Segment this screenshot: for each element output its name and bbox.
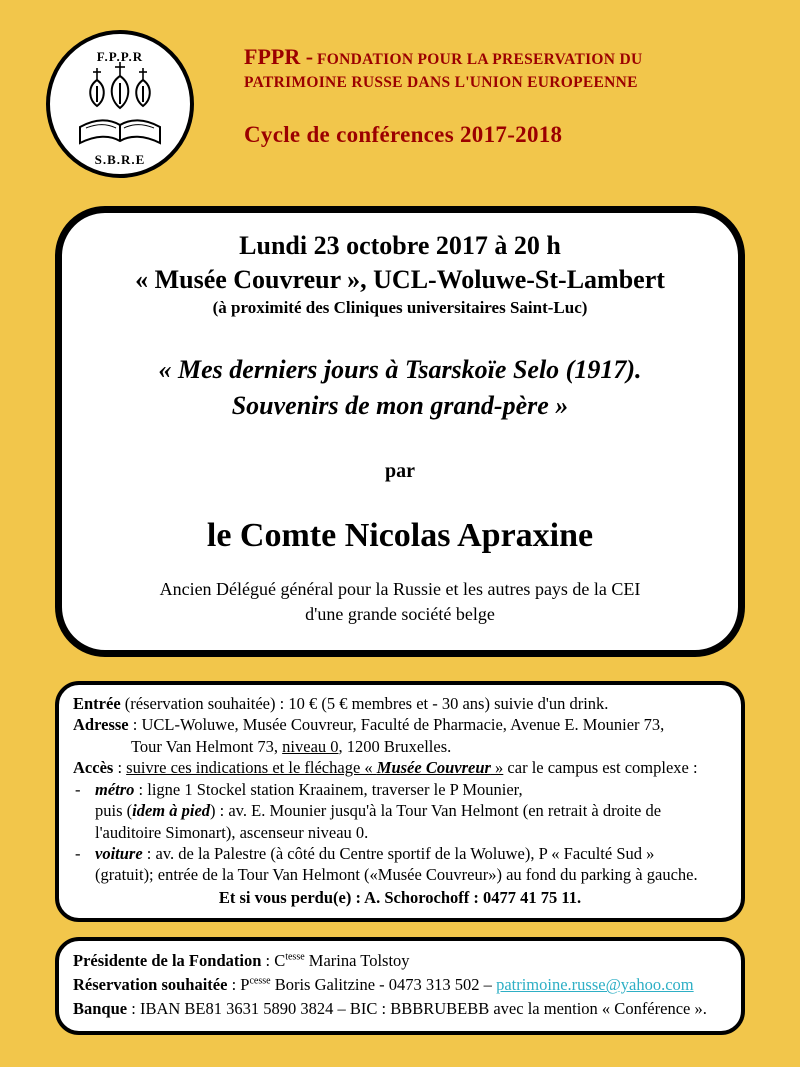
acces-underlined: suivre ces indications et le fléchage « Musée Couvreur » bbox=[126, 758, 504, 778]
reservation-label: Réservation souhaitée bbox=[73, 975, 228, 995]
cycle-title: Cycle de conférences 2017-2018 bbox=[244, 121, 563, 147]
niveau-0-underlined: niveau 0 bbox=[282, 736, 339, 756]
acces-label: Accès bbox=[73, 758, 114, 778]
idem-a-pied-emphasis: idem à pied bbox=[132, 801, 211, 821]
musee-couvreur-emphasis: Musée Couvreur bbox=[376, 758, 491, 778]
speaker-name: le Comte Nicolas Apraxine bbox=[206, 517, 594, 555]
footer-box bbox=[55, 937, 745, 1035]
presidente-superscript: tesse bbox=[285, 951, 305, 963]
bullet-dash: - bbox=[75, 779, 81, 799]
adresse-text: : UCL-Woluwe, Musée Couvreur, Faculté de Pharmacie, Avenue E. Mounier 73, bbox=[128, 715, 665, 735]
entree-line bbox=[73, 693, 727, 714]
fppr-logo-image bbox=[44, 28, 196, 180]
bullet-dash: - bbox=[75, 844, 81, 864]
acces-line: Accès : suivre ces indications et le fléchage « Musée Couvreur » car le campus est complexe : bbox=[73, 758, 698, 778]
event-venue: « Musée Couvreur », UCL-Woluwe-St-Lambert bbox=[135, 264, 665, 294]
reservation-line: Réservation souhaitée : $P^{cesse}$ Boris Galitzine - 0473 313 502 – patrimoine.russe@yahoo.com bbox=[73, 975, 694, 995]
entree-label: Entrée bbox=[73, 693, 121, 713]
metro-text: métro : ligne 1 Stockel station Kraainem, traverser le P Mounier, puis (idem à pied) : av. E. Mounier jusqu'à la Tour Van Helmont (en retrait à droite de l'auditoire Simonart), ascenseur niveau 0. bbox=[95, 779, 662, 842]
banque-line: Banque : IBAN BE81 3631 5890 3824 – BIC : BBBRUBEBB avec la mention « Conférence ». bbox=[73, 999, 707, 1019]
adresse-label: Adresse bbox=[73, 715, 129, 735]
talk-title-line1: « Mes derniers jours à Tsarskoïe Selo (1917). bbox=[158, 354, 642, 384]
practical-info-box bbox=[55, 681, 745, 922]
speaker-description-line2: d'une grande société belge bbox=[305, 603, 495, 624]
speaker-description bbox=[76, 577, 724, 626]
event-proximity: (à proximité des Cliniques universitaires Saint-Luc) bbox=[212, 297, 588, 317]
presidente-label: Présidente de la Fondation bbox=[73, 951, 262, 971]
banque-label: Banque bbox=[73, 999, 128, 1019]
org-name-line1: FONDATION POUR LA PRESERVATION DU bbox=[317, 51, 643, 68]
reservation-superscript: cesse bbox=[249, 975, 271, 987]
header bbox=[0, 0, 800, 180]
presidente-line: Présidente de la Fondation : $C^{tesse}$ Marina Tolstoy bbox=[73, 951, 410, 971]
speaker-description-line1: Ancien Délégué général pour la Russie et les autres pays de la CEI bbox=[159, 579, 641, 600]
header-text bbox=[244, 28, 642, 148]
org-name-line2: PATRIMOINE RUSSE DANS L'UNION EUROPEENNE bbox=[244, 73, 638, 91]
event-box bbox=[55, 206, 745, 657]
metro-label: métro bbox=[95, 779, 135, 799]
org-abbr: FPPR - bbox=[244, 44, 314, 69]
adresse-line2: Tour Van Helmont 73, niveau 0, 1200 Bruxelles. bbox=[131, 736, 452, 756]
talk-title-line2: Souvenirs de mon grand-père » bbox=[231, 390, 569, 420]
lost-contact-line: Et si vous perdu(e) : A. Schorochoff : 0477 41 75 11. bbox=[218, 887, 582, 907]
fppr-logo bbox=[44, 28, 196, 180]
org-name bbox=[244, 42, 642, 94]
voiture-text: voiture : av. de la Palestre (à côté du Centre sportif de la Woluwe), P « Faculté Sud » (gratuit); entrée de la Tour Van Helmont («Musée Couvreur») au fond du parking à gauche. bbox=[95, 844, 698, 885]
adresse-line bbox=[73, 714, 727, 757]
talk-title bbox=[76, 352, 724, 425]
par-label: par bbox=[385, 460, 415, 483]
logo-fppr-text: F.P.P.R bbox=[96, 49, 144, 64]
email-link[interactable]: patrimoine.russe@yahoo.com bbox=[496, 975, 694, 995]
event-date: Lundi 23 octobre 2017 à 20 h bbox=[239, 231, 561, 260]
entree-text: (réservation souhaitée) : 10 € (5 € membres et - 30 ans) suivie d'un drink. bbox=[120, 693, 609, 713]
logo-sbre-text: S.B.R.E bbox=[94, 152, 146, 167]
voiture-label: voiture bbox=[95, 844, 143, 864]
metro-item bbox=[73, 779, 727, 843]
voiture-item bbox=[73, 843, 727, 886]
